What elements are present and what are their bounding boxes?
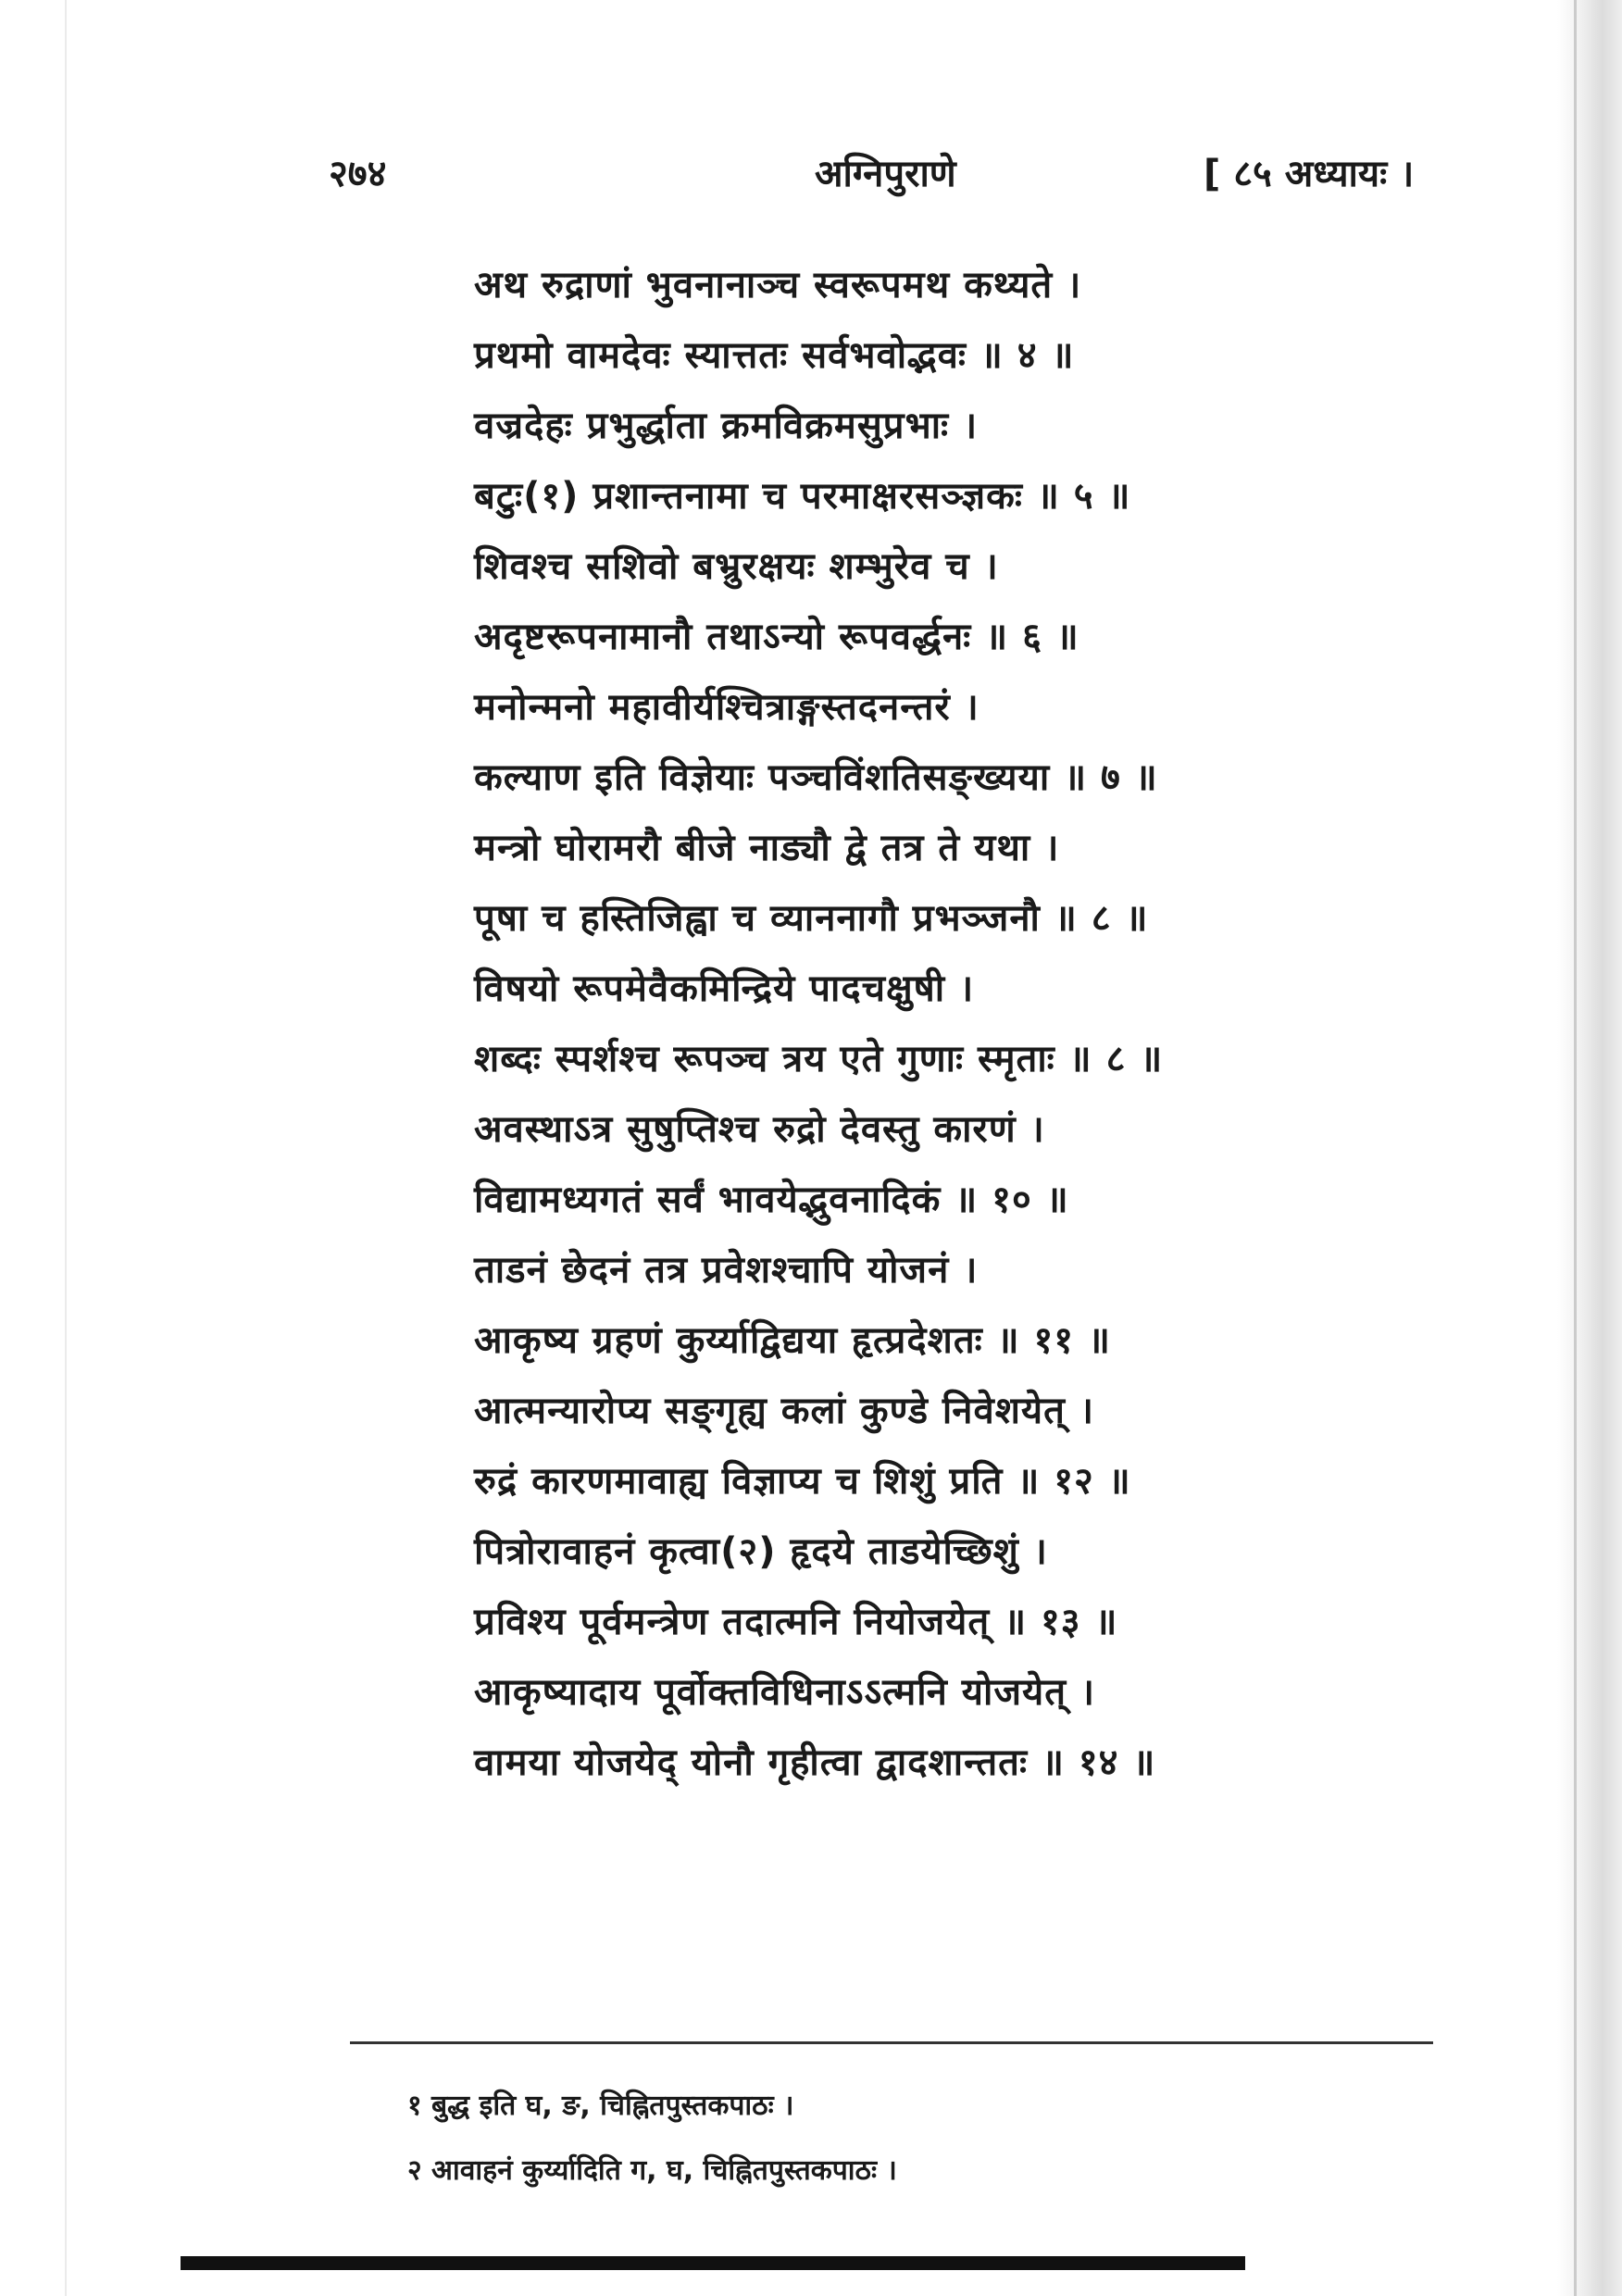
page-header <box>0 148 1622 204</box>
footnote-1: १ बुद्ध इति घ, ङ, चिह्नितपुस्तकपाठः । <box>407 2090 794 2122</box>
verse-line: शब्दः स्पर्शश्च रूपञ्च त्रय एते गुणाः स्मृताः ॥ ८ ॥ <box>474 1038 1164 1080</box>
footnotes <box>407 2074 1426 2203</box>
verse-line: शिवश्च सशिवो बभ्रुरक्षयः शम्भुरेव च । <box>474 545 999 588</box>
verse-line: आकृष्यादाय पूर्वोक्तविधिनाऽऽत्मनि योजयेत् । <box>474 1671 1096 1714</box>
verse-line: प्रविश्य पूर्वमन्त्रेण तदात्मनि नियोजयेत् ॥ १३ ॥ <box>474 1601 1118 1643</box>
footnote-2: २ आवाहनं कुर्य्यादिति ग, घ, चिह्नितपुस्तकपाठः । <box>407 2154 897 2187</box>
verse-line: रुद्रं कारणमावाह्य विज्ञाप्य च शिशुं प्रति ॥ १२ ॥ <box>474 1460 1131 1503</box>
verse-line: मनोन्मनो महावीर्यश्चित्राङ्गस्तदनन्तरं । <box>474 686 979 729</box>
chapter-label: [ ८५ अध्यायः । <box>1204 153 1415 195</box>
verse-line: अवस्थाऽत्र सुषुप्तिश्च रुद्रो देवस्तु कारणं । <box>474 1108 1045 1151</box>
verse-line: मन्त्रो घोरामरौ बीजे नाड्यौ द्वे तत्र ते यथा । <box>474 827 1060 869</box>
page-number: २७४ <box>329 153 387 195</box>
verse-line: पित्रोरावाहनं कृत्वा(२) हृदये ताडयेच्छिशुं । <box>474 1530 1048 1573</box>
verse-line: अदृष्टरूपनामानौ तथाऽन्यो रूपवर्द्धनः ॥ ६ ॥ <box>474 616 1079 658</box>
verse-line: आकृष्य ग्रहणं कुर्य्याद्विद्यया हृत्प्रदेशतः ॥ ११ ॥ <box>474 1319 1111 1362</box>
scan-edge-left <box>65 0 67 2296</box>
verse-line: ताडनं छेदनं तत्र प्रवेशश्चापि योजनं । <box>474 1249 979 1292</box>
verse-line: विषयो रूपमेवैकमिन्द्रिये पादचक्षुषी । <box>474 967 975 1010</box>
book-title: अग्निपुराणे <box>815 153 956 195</box>
verse-line: कल्याण इति विज्ञेयाः पञ्चविंशतिसङ्ख्यया ॥ ७ ॥ <box>474 756 1158 799</box>
verse-line: अथ रुद्राणां भुवनानाञ्च स्वरूपमथ कथ्यते । <box>474 264 1082 306</box>
verse-line: वामया योजयेद् योनौ गृहीत्वा द्वादशान्ततः ॥ १४ ॥ <box>474 1741 1156 1784</box>
verse-line: पूषा च हस्तिजिह्वा च व्याननागौ प्रभञ्जनौ ॥ ८ ॥ <box>474 897 1149 940</box>
verse-list <box>474 250 1400 1798</box>
scan-bottom-bar <box>181 2256 1245 2270</box>
footnote-divider <box>350 2041 1433 2044</box>
scan-edge-line <box>1574 0 1577 2296</box>
scan-edge-right <box>1557 0 1622 2296</box>
verse-line: विद्यामध्यगतं सर्वं भावयेद्भुवनादिकं ॥ १० ॥ <box>474 1179 1069 1221</box>
verse-line: प्रथमो वामदेवः स्यात्ततः सर्वभवोद्भवः ॥ ४ ॥ <box>474 334 1075 377</box>
verse-line: आत्मन्यारोप्य सङ्गृह्य कलां कुण्डे निवेशयेत् । <box>474 1390 1094 1432</box>
verse-line: बटुः(१) प्रशान्तनामा च परमाक्षरसञ्ज्ञकः ॥ ५ ॥ <box>474 475 1131 518</box>
verse-line: वज्रदेहः प्रभुर्द्धाता क्रमविक्रमसुप्रभाः । <box>474 405 979 447</box>
